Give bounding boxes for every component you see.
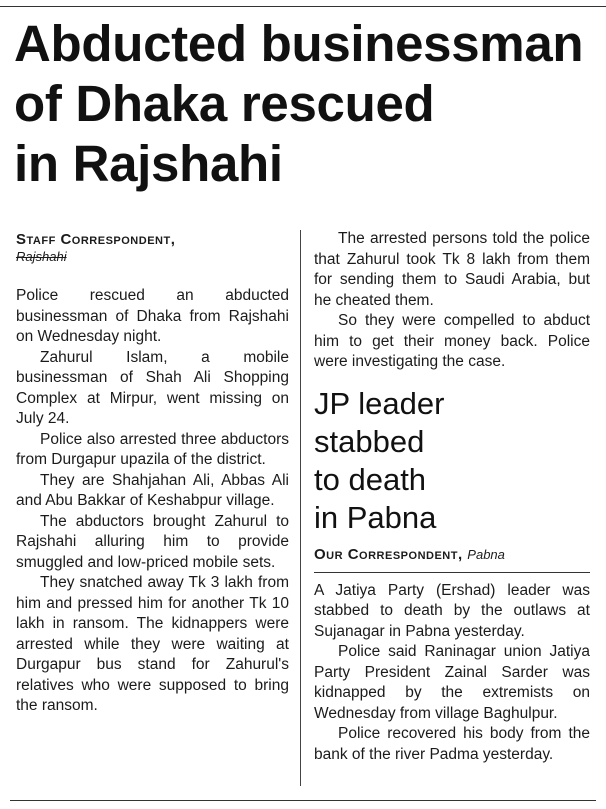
main-headline-line: Abducted businessman [14,15,584,72]
main-byline-text: Staff Correspondent, [16,231,176,248]
main-dateline: Rajshahi [16,249,67,264]
article-paragraph: Zahurul Islam, a mobile businessman of Shah Ali Shopping Complex at Mirpur, went missing on July 24. [16,348,289,427]
main-headline-line: of Dhaka rescued [14,75,435,132]
article-paragraph: Police also arrested three abductors from Durgapur upazila of the district. [16,430,289,468]
main-headline [14,14,594,194]
article-paragraph: Police recovered his body from the bank of the river Padma yesterday. [314,725,590,763]
bottom-rule [10,800,596,801]
second-headline-line: in Pabna [314,499,437,535]
second-headline-line: to death [314,461,427,497]
article-paragraph: They snatched away Tk 3 lakh from him and pressed him for another Tk 10 lakh in ransom. The kidnappers were arrested while they were waiting at Durgapur bus stand for Zahurul's relatives who were supposed to bring the ransom. [16,574,289,714]
second-byline-text: Our Correspondent, [314,545,463,563]
article-paragraph: So they were compelled to abduct him to get their money back. Police were investigating the case. [314,312,590,370]
second-dateline: Pabna [467,546,505,562]
main-headline-line: in Rajshahi [14,135,283,192]
main-byline [16,230,289,249]
second-headline-line: stabbed [314,423,425,459]
top-rule [0,6,606,7]
right-column [314,229,590,765]
second-byline [314,545,590,573]
article-paragraph: Police said Raninagar union Jatiya Party President Zainal Sarder was kidnapped by the extremists on Wednesday from village Baghulpur. [314,643,590,722]
article-paragraph: They are Shahjahan Ali, Abbas Ali and Abu Bakkar of Keshabpur village. [16,471,289,509]
article-paragraph: A Jatiya Party (Ershad) leader was stabbed to death by the outlaws at Sujanagar in Pabna yesterday. [314,581,590,640]
column-divider [300,230,301,786]
left-column [16,230,289,717]
article-paragraph: The arrested persons told the police that Zahurul took Tk 8 lakh from them for sending them to Saudi Arabia, but he cheated them. [314,230,590,309]
second-headline [314,385,590,537]
second-headline-line: JP leader [314,385,445,421]
article-paragraph: Police rescued an abducted businessman of Dhaka from Rajshahi on Wednesday night. [16,287,289,345]
article-paragraph: The abductors brought Zahurul to Rajshahi alluring him to provide smuggled and low-priced mobile sets. [16,512,289,571]
